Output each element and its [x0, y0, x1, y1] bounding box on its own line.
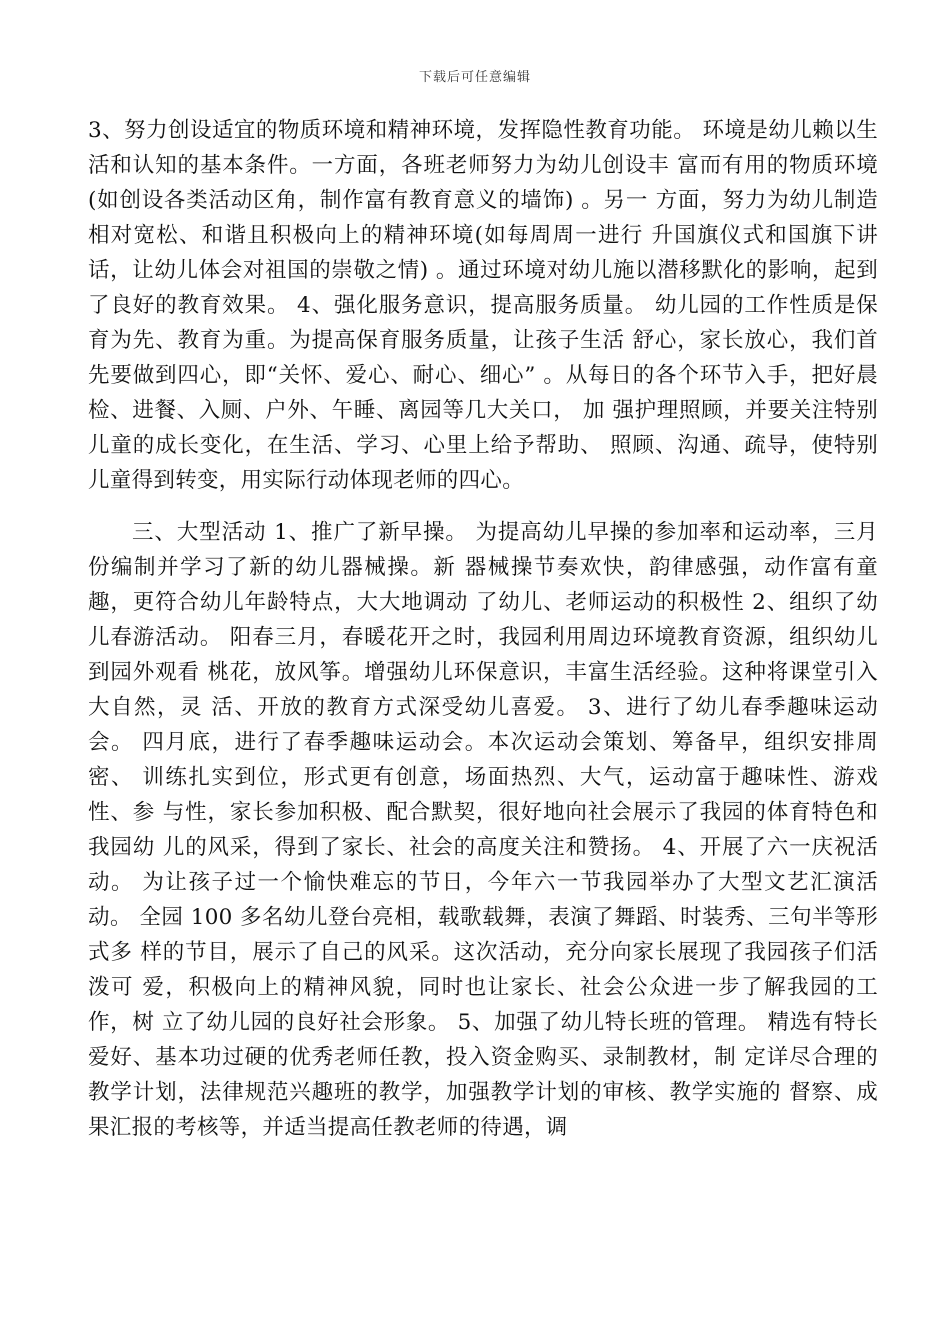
paragraph-large-activities: 三、大型活动 1、推广了新早操。 为提高幼儿早操的参加率和运动率，三月份编制并学习了新的幼儿器械操。新 器械操节奏欢快，韵律感强，动作富有童趣，更符合幼儿年龄特点，大大地调动 了幼儿、老师运动的积极性 2、组织了幼儿春游活动。 阳春三月，春暖花开之时，我园利用周边环境教育资源，组织幼儿到园外观看 桃花，放风筝。增强幼儿环保意识，丰富生活经验。这种将课堂引入大自然，灵 活、开放的教育方式深受幼儿喜爱。 3、进行了幼儿春季趣味运动会。 四月底，进行了春季趣味运动会。本次运动会策划、筹备早，组织安排周密、 训练扎实到位，形式更有创意，场面热烈、大气，运动富于趣味性、游戏性、参 与性，家长参加积极、配合默契，很好地向社会展示了我园的体育特色和我园幼 儿的风采，得到了家长、社会的高度关注和赞扬。 4、开展了六一庆祝活动。 为让孩子过一个愉快难忘的节日，今年六一节我园举办了大型文艺汇演活动。 全园 100 多名幼儿登台亮相，载歌载舞，表演了舞蹈、时装秀、三句半等形式多 样的节目，展示了自己的风采。这次活动，充分向家长展现了我园孩子们活泼可 爱，积极向上的精神风貌，同时也让家长、社会公众进一步了解我园的工作，树 立了幼儿园的良好社会形象。 5、加强了幼儿特长班的管理。 精选有特长爱好、基本功过硬的优秀老师任教，投入资金购买、录制教材，制 定详尽合理的教学计划，法律规范兴趣班的教学，加强教学计划的审核、教学实施的 督察、成果汇报的考核等，并适当提高任教老师的待遇，调	[88, 520, 878, 1140]
document-body	[88, 113, 878, 1145]
page-header: 下载后可任意编辑	[418, 70, 531, 85]
paragraph-gap	[88, 498, 878, 515]
paragraph-environment-service: 3、努力创设适宜的物质环境和精神环境，发挥隐性教育功能。 环境是幼儿赖以生活和认知的基本条件。一方面，各班老师努力为幼儿创设丰 富而有用的物质环境(如创设各类活动区角，制作富有教育意义的墙饰) 。另一 方面，努力为幼儿制造相对宽松、和谐且积极向上的精神环境(如每周周一进行 升国旗仪式和国旗下讲话，让幼儿体会对祖国的崇敬之情) 。通过环境对幼儿施以潜移默化的影响，起到了良好的教育效果。 4、强化服务意识，提高服务质量。 幼儿园的工作性质是保育为先、教育为重。为提高保育服务质量，让孩子生活 舒心，家长放心，我们首先要做到四心，即“关怀、爱心、耐心、细心” 。从每日的各个环节入手，把好晨检、进餐、入厕、户外、午睡、离园等几大关口， 加 强护理照顾，并要关注特别儿童的成长变化，在生活、学习、心里上给予帮助、 照顾、沟通、疏导，使特别儿童得到转变，用实际行动体现老师的四心。	[88, 118, 878, 493]
